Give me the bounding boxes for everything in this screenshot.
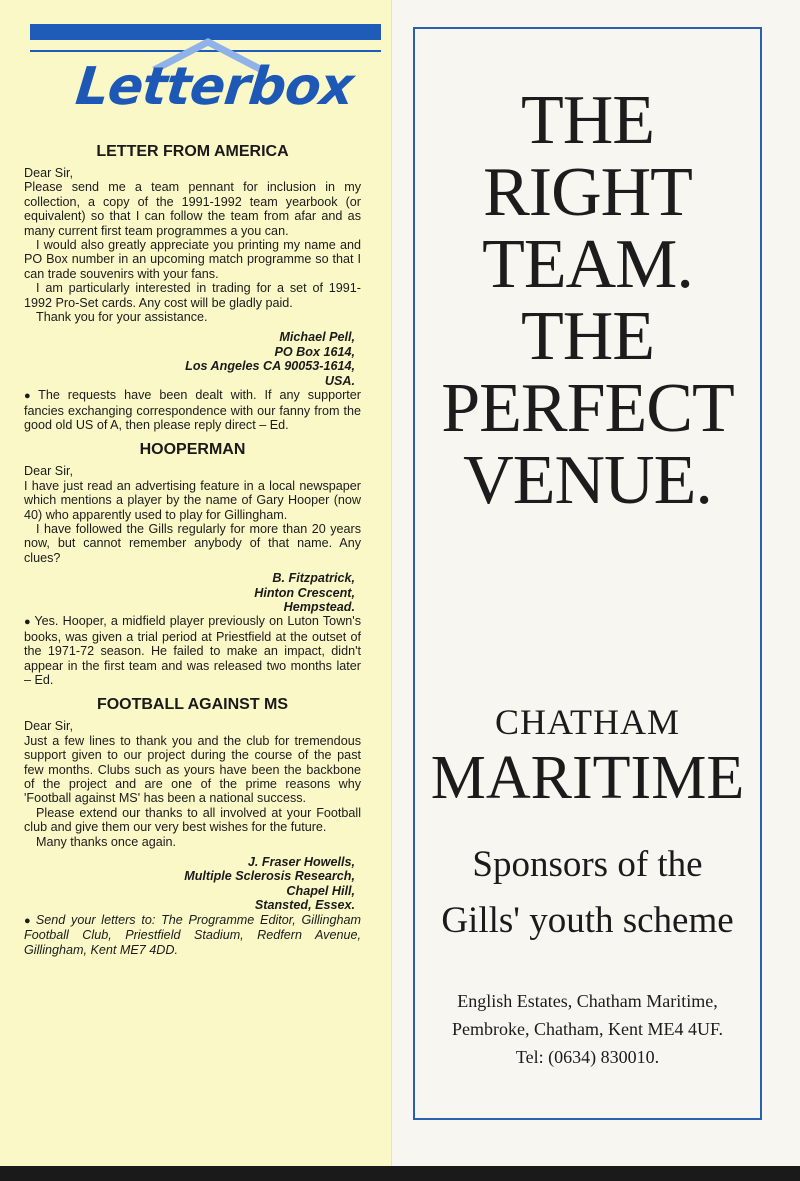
headline-line: PERFECT bbox=[441, 370, 734, 447]
letter-paragraph: Thank you for your assistance. bbox=[36, 310, 208, 325]
letterbox-logo: Letterbox bbox=[72, 57, 356, 117]
sponsor-tagline bbox=[415, 837, 760, 949]
letter-paragraph: Please send me a team pennant for inclusion in my collection, a copy of the 1991-1992 team yearbook (or equivalent) so that I can follow the team from afar and as many current first team programmes a you can. bbox=[24, 180, 361, 238]
signature-block bbox=[24, 855, 355, 913]
headline-line: TEAM. bbox=[482, 226, 693, 303]
editor-note bbox=[24, 614, 361, 687]
brand-name-top: CHATHAM bbox=[494, 702, 680, 742]
letter-paragraph: I am particularly interested in trading for a set of 1991-1992 Pro-Set cards. Any cost will be gladly paid. bbox=[24, 281, 361, 310]
submission-note bbox=[24, 913, 361, 957]
address-line: English Estates, Chatham Maritime, bbox=[457, 991, 718, 1011]
signature-line: Michael Pell, bbox=[279, 330, 355, 345]
signature-line: Hinton Crescent, bbox=[254, 585, 355, 600]
headline-line: VENUE. bbox=[463, 442, 712, 519]
tagline-line: Sponsors of the bbox=[472, 844, 703, 885]
headline-line: THE bbox=[520, 82, 655, 159]
letter-paragraph: Just a few lines to thank you and the club for tremendous support given to our project during the course of the past few months. Clubs such as yours have been the backbone of the project and are one of the prime reasons why 'Football against MS' has been a national success. bbox=[24, 733, 361, 806]
salutation: Dear Sir, bbox=[24, 464, 73, 479]
letter-paragraph: Many thanks once again. bbox=[36, 834, 177, 849]
bullet-icon: ● bbox=[24, 390, 36, 403]
bullet-icon: ● bbox=[24, 616, 32, 629]
editor-note bbox=[24, 388, 361, 432]
signature-block bbox=[24, 571, 355, 614]
section-title-letter-from-america: LETTER FROM AMERICA bbox=[96, 143, 289, 160]
headline-line: THE bbox=[520, 298, 655, 375]
editor-note-text: Yes. Hooper, a midfield player previously on Luton Town's books, was given a trial period at Priestfield at the outset of the 1971-72 season. He failed to make an impact, didn't appear in the first team and was released two months later – Ed. bbox=[24, 614, 361, 687]
tagline-line: Gills' youth scheme bbox=[441, 900, 734, 941]
letter-paragraph: I would also greatly appreciate you printing my name and PO Box number in an upcoming match programme so that I can trade souvenirs with your fans. bbox=[24, 238, 361, 281]
editor-note-text: The requests have been dealt with. If any supporter fancies exchanging correspondence with our fanny from the good old US of A, then please reply direct – Ed. bbox=[24, 388, 361, 432]
signature-line: Stansted, Essex. bbox=[254, 898, 355, 913]
signature-line: Hempstead. bbox=[283, 599, 355, 614]
signature-line: PO Box 1614, bbox=[274, 344, 355, 359]
letters-column bbox=[24, 138, 361, 957]
contact-address bbox=[415, 987, 760, 1071]
signature-line: Multiple Sclerosis Research, bbox=[184, 869, 355, 884]
advert-page bbox=[392, 0, 800, 1166]
signature-line: B. Fitzpatrick, bbox=[272, 571, 355, 586]
bullet-icon: ● bbox=[24, 914, 33, 927]
letter-paragraph: I have followed the Gills regularly for more than 20 years now, but cannot remember anybody of that name. Any clues? bbox=[24, 521, 361, 565]
advert-headline bbox=[415, 82, 760, 519]
brand-name-main: MARITIME bbox=[430, 744, 745, 812]
signature-line: Chapel Hill, bbox=[286, 883, 355, 898]
scan-edge-strip bbox=[0, 1166, 800, 1181]
section-title-hooperman: HOOPERMAN bbox=[139, 441, 246, 459]
salutation: Dear Sir, bbox=[24, 719, 73, 734]
headline-line: RIGHT bbox=[483, 154, 692, 231]
letterbox-page bbox=[0, 0, 392, 1166]
signature-line: Los Angeles CA 90053-1614, bbox=[185, 359, 355, 374]
section-title-football-against-ms: FOOTBALL AGAINST MS bbox=[96, 696, 289, 714]
salutation: Dear Sir, bbox=[24, 166, 73, 180]
advert-frame bbox=[413, 27, 762, 1120]
submission-note-text: Send your letters to: The Programme Editor, Gillingham Football Club, Priestfield Stadium, Redfern Avenue, Gillingham, Kent ME7 4DD. bbox=[24, 912, 361, 957]
address-line: Tel: (0634) 830010. bbox=[515, 1047, 660, 1067]
letter-paragraph: I have just read an advertising feature in a local newspaper which mentions a player by the name of Gary Hooper (now 40) who apparently used to play for Gillingham. bbox=[24, 478, 361, 522]
address-line: Pembroke, Chatham, Kent ME4 4UF. bbox=[451, 1019, 724, 1039]
signature-line: J. Fraser Howells, bbox=[247, 855, 355, 870]
letter-paragraph: Please extend our thanks to all involved at your Football club and give them our very best wishes for the future. bbox=[24, 805, 361, 835]
signature-block bbox=[24, 330, 355, 388]
signature-line: USA. bbox=[324, 373, 355, 388]
